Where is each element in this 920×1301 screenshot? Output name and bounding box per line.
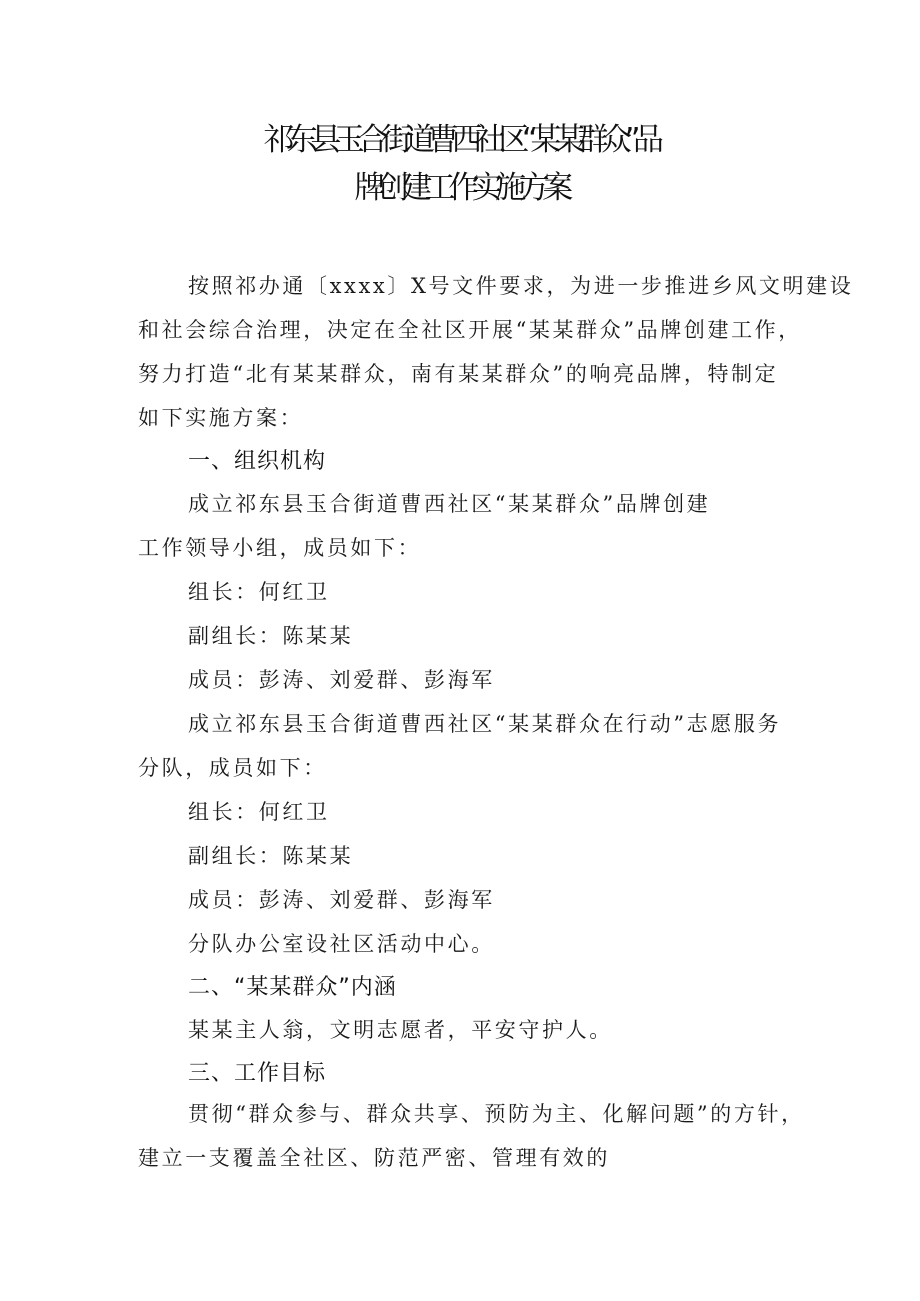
intro-line-2: 和社会综合治理，决定在全社区开展“某某群众”品牌创建工作， <box>138 318 802 342</box>
section-3-content-line-1: 贯彻“群众参与、群众共享、预防为主、化解问题”的方针， <box>188 1102 805 1126</box>
leading-group-leader: 组长：何红卫 <box>188 580 330 604</box>
volunteer-team-members: 成员：彭涛、刘爱群、彭海军 <box>188 888 495 912</box>
document-title-line-2: 牌创建工作实施方案 <box>354 170 566 206</box>
volunteer-intro-line-2: 分队，成员如下： <box>138 756 327 780</box>
leading-group-intro-line-2: 工作领导小组，成员如下： <box>138 536 422 560</box>
section-3-content-line-2: 建立一支覆盖全社区、防范严密、管理有效的 <box>138 1146 610 1170</box>
volunteer-team-deputy: 副组长：陈某某 <box>188 844 354 868</box>
team-office-note: 分队办公室设社区活动中心。 <box>188 932 495 956</box>
volunteer-intro-line-1: 成立祁东县玉合街道曹西社区“某某群众在行动”志愿服务 <box>188 712 782 736</box>
intro-line-1: 按照祁办通〔xxxx〕X号文件要求，为进一步推进乡风文明建设 <box>188 274 854 298</box>
leading-group-members: 成员：彭涛、刘爱群、彭海军 <box>188 668 495 692</box>
section-2-heading: 二、“某某群众”内涵 <box>188 975 397 1000</box>
section-3-heading: 三、工作目标 <box>188 1061 327 1086</box>
leading-group-deputy: 副组长：陈某某 <box>188 624 354 648</box>
section-1-heading: 一、组织机构 <box>188 449 327 474</box>
intro-line-4: 如下实施方案： <box>138 406 304 430</box>
section-2-content: 某某主人翁，文明志愿者，平安守护人。 <box>188 1018 613 1042</box>
volunteer-team-leader: 组长：何红卫 <box>188 800 330 824</box>
intro-line-3: 努力打造“北有某某群众，南有某某群众”的响亮品牌，特制定 <box>138 362 779 386</box>
document-title-line-1: 祁东县玉合街道曹西社区“某某群众”品 <box>263 122 657 158</box>
leading-group-intro-line-1: 成立祁东县玉合街道曹西社区“某某群众”品牌创建 <box>188 492 711 516</box>
